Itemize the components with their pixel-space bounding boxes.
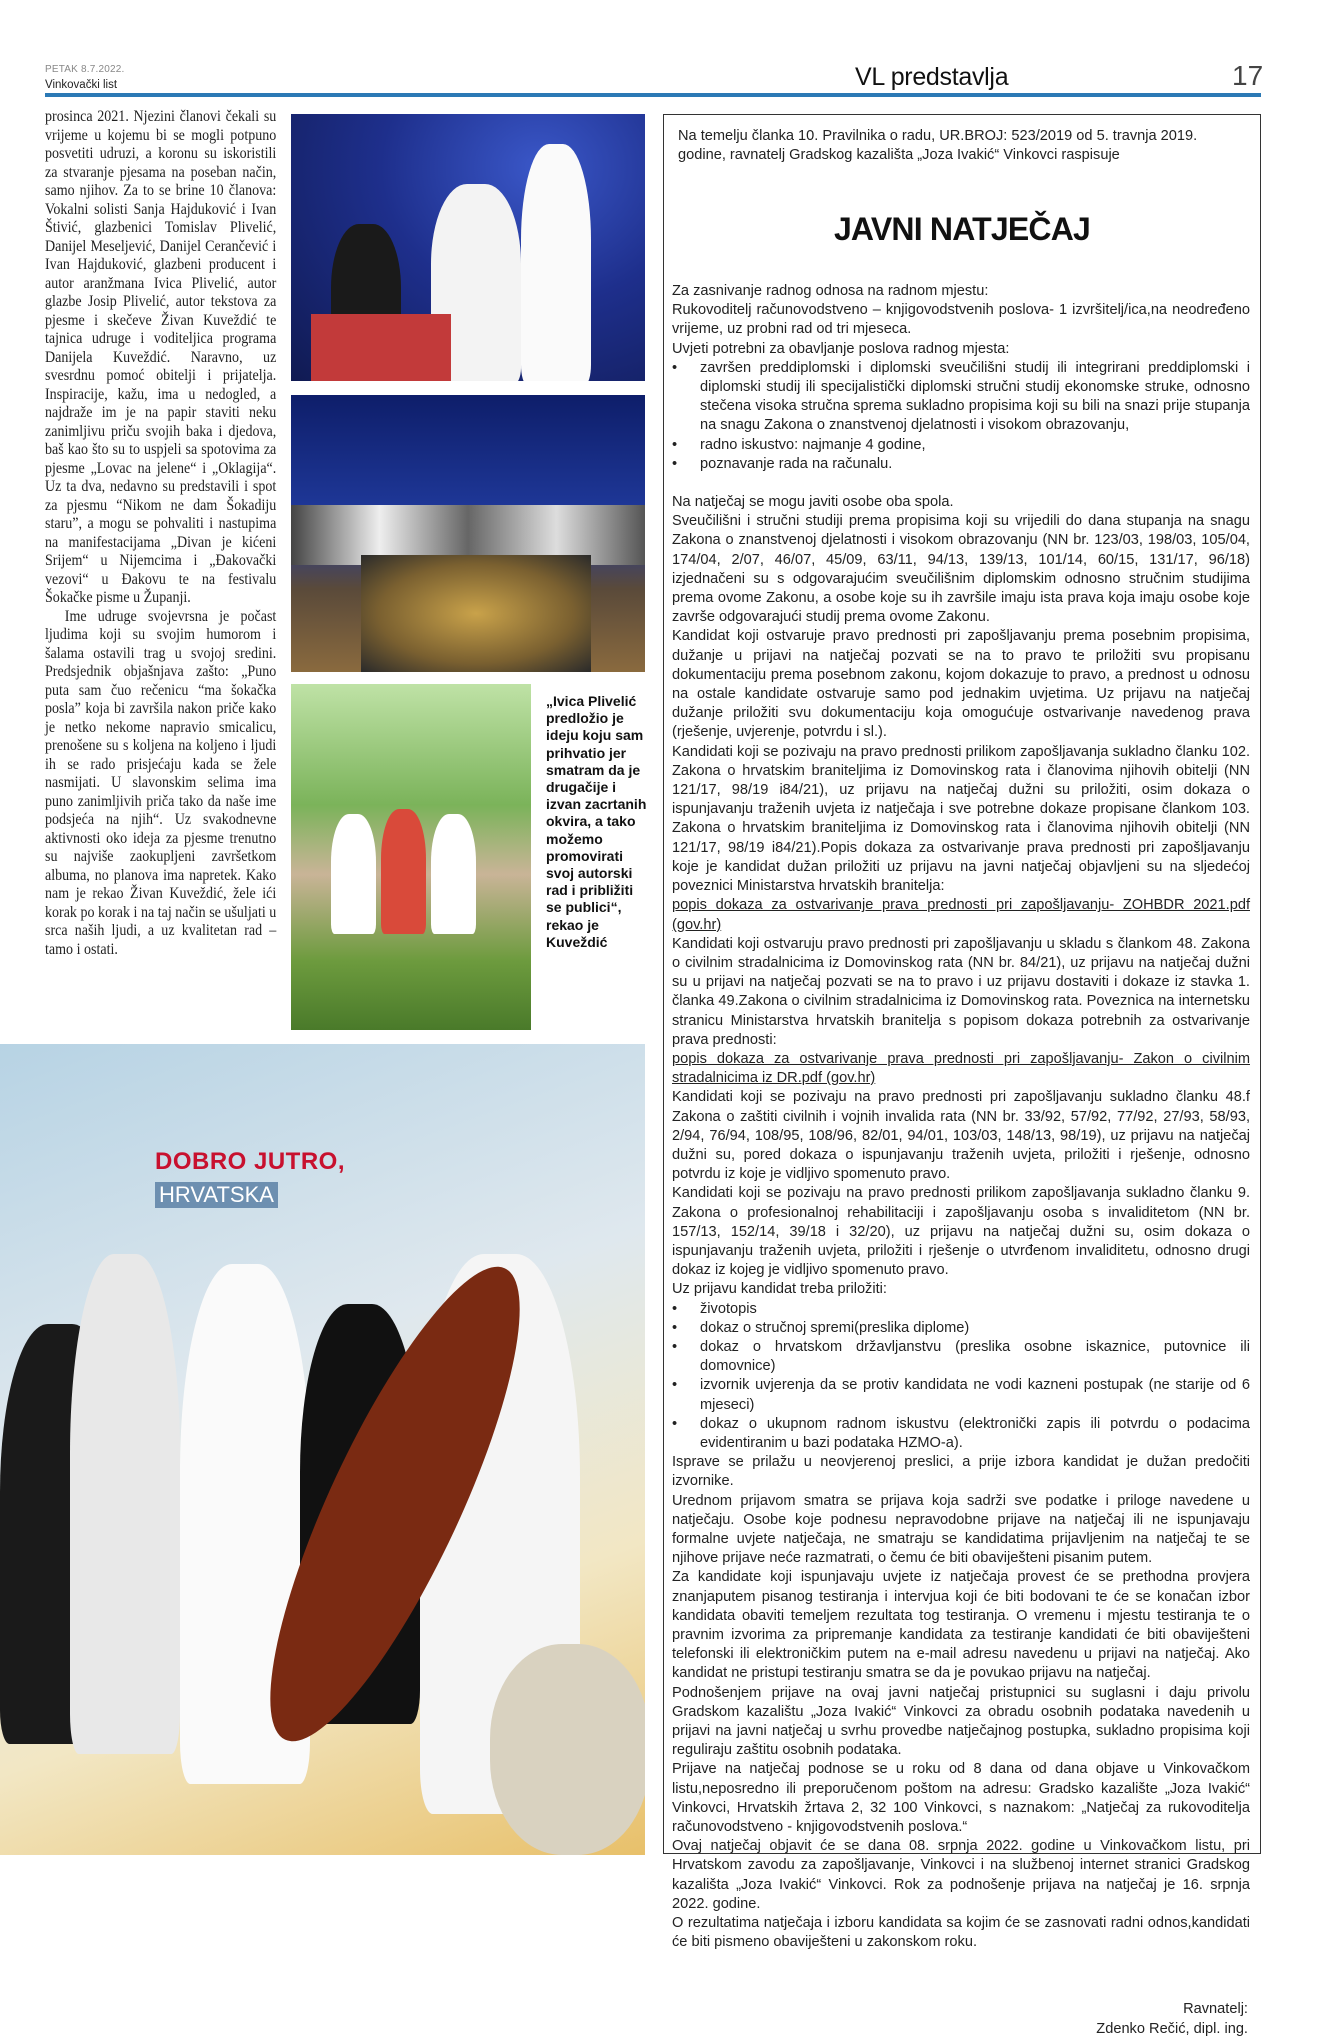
tv-show-logo: DOBRO JUTRO, — [155, 1148, 346, 1175]
link-zohbdr-pdf[interactable]: popis dokaza za ostvarivanje prava prednosti pri zapošljavanju- ZOHBDR 2021.pdf (gov.hr) — [672, 897, 1250, 933]
list-item: • izvornik uvjerenja da se protiv kandidata ne vodi kazneni postupak (ne starije od 6 mjeseci) — [672, 1376, 1250, 1414]
notice-paragraph: O rezultatima natječaja i izboru kandidata sa kojim će se zasnovati radni odnos,kandidati će biti pismeno obaviješteni u zakonskom roku. — [672, 1915, 1250, 1951]
list-item: • dokaz o hrvatskom državljanstvu (preslika osobne iskaznice, putovnice ili domovnice) — [672, 1338, 1250, 1376]
notice-paragraph: Uz prijavu kandidat treba priložiti: — [672, 1281, 887, 1298]
article-paragraph: Ime udruge svojevrsna je počast ljudima koji su svojim humorom i šalama ostavili trag u svojoj sredini. Predsjednik objašnjava zašto: „Puno puta sam čuo rečenicu “ma šokačka posla” koja bi završila nakon priče kako je netko nekome napravio smicalicu, prenošene su s koljena na koljeno i ljudi ih se rado prisjećaju kada se žele nasmijati. U slavonskim selima ima puno zanimljivih priča tako da naše ime podsjeća na njih“. Uz svakodnevne aktivnosti oko ideja za pjesme trenutno su najviše zaokupljeni završetkom albuma, no planova ima napretek. Kako nam je rekao Živan Kuveždić, žele ići korak po korak i na taj način se ušuljati u srca naših ljudi, a uz kvalitetan rad – tamo i ostati. — [45, 607, 277, 958]
conditions-list — [672, 359, 1250, 474]
page-number: 17 — [1232, 60, 1264, 91]
photo-group-on-stage — [291, 395, 645, 672]
notice-paragraph: Isprave se prilažu u neovjerenoj preslici, a prije izbora kandidat je dužan predočiti izvornike. — [672, 1454, 1250, 1490]
list-item: • završen preddiplomski i diplomski sveučilišni studij ili integrirani preddiplomski i diplomski studij ili specijalistički diplomski stručni studij ekonomske struke, odnosno stečena visoka stručna sprema sukladno propisima koji su bili na snazi prije stupanja na snagu Zakona o znanstvenoj djelatnosti i visokom obrazovanju, — [672, 359, 1250, 436]
notice-paragraph: Prijave na natječaj podnose se u roku od 8 dana od dana objave u Vinkovačkom listu,neposredno ili preporučenom poštom na adresu: Gradsko kazalište „Joza Ivakić“ Vinkovci, Hrvatskih žrtava 2, 32 100 Vinkovci, s naznakom: „Natječaj za rukovoditelja računovodstveno - knjigovodstvenih poslova.“ — [672, 1761, 1250, 1836]
link-civilni-stradalnici-pdf[interactable]: popis dokaza za ostvarivanje prava prednosti pri zapošljavanju- Zakon o civilnim stradalnicima iz DR.pdf (gov.hr) — [672, 1050, 1250, 1087]
photo-stage-performance — [291, 114, 645, 381]
notice-paragraph: Urednom prijavom smatra se prijava koja sadrži sve podatke i priloge navedene u natječaju. Osobe koje podnesu nepravodobne prijave na natječaj ili ne ispunjavaju formalne uvjete natječaja, ne smatraju se kandidatima prijavljenim na natječaj te se njihove prijave neće razmatrati, o čemu će biti obaviješteni pisanim putem. — [672, 1492, 1250, 1567]
notice-paragraph: Kandidati koji se pozivaju na pravo prednosti pri zapošljavanju sukladno članku 48.f Zakona o zaštiti civilnih i vojnih invalida rata (NN br. 33/92, 57/92, 77/92, 27/93, 58/93, 2/94, 76/94, 108/95, 108/96, 82/01, 94/01, 103/03, 148/13, 98/19), uz prijavu na natječaj dužni su, pored dokaza o ispunjavanju traženih uvjeta, priložiti i rješenje, odnosno potvrdu iz koje je vidljivo spomenuto pravo. — [672, 1089, 1250, 1183]
photo-women-in-folk-costume — [291, 684, 531, 1030]
signature-block — [672, 2000, 1250, 2039]
notice-paragraph: Na natječaj se mogu javiti osobe oba spola. — [672, 494, 954, 511]
notice-body — [672, 282, 1250, 2039]
notice-paragraph: Rukovoditelj računovodstveno – knjigovodstvenih poslova- 1 izvršitelj/ica,na neodređeno vrijeme, uz probni rad od tri mjeseca. — [672, 302, 1250, 338]
notice-intro: Na temelju članka 10. Pravilnika o radu, UR.BROJ: 523/2019 od 5. travnja 2019. godine, ravnatelj Gradskog kazališta „Joza Ivakić“ Vinkovci raspisuje — [678, 128, 1198, 163]
signature-name: Zdenko Rečić, dipl. ing. — [1096, 2020, 1248, 2037]
notice-paragraph: Za kandidate koji ispunjavaju uvjete iz natječaja provest će se prethodna provjera znanjaputem pisanog testiranja i intervjua koji će biti bodovani te će se konačan izbor kandidata obaviti temeljem rezultata tog testiranja. O vremenu i mjestu testiranja te o pravnim izvorima za pripremanje kandidata za testiranje kandidati će biti obaviješteni telefonski ili elektroničkim putem na e-mail adresu navedenu u prijavi na natječaj. Ako kandidat ne pristupi testiranju smatra se da je povukao prijavu na natječaj. — [672, 1569, 1250, 1682]
header-rule — [45, 93, 1261, 97]
notice-title: JAVNI NATJEČAJ — [833, 211, 1091, 247]
tv-show-logo-sub: HRVATSKA — [155, 1182, 278, 1208]
notice-paragraph: Ovaj natječaj objavit će se dana 08. srpnja 2022. godine u Vinkovačkom listu, pri Hrvatskom zavodu za zapošljavanje, Vinkovci i na službenoj internet stranici Gradskog kazališta „Joza Ivakić“ Vinkovci. Rok za podnošenje prijava na natječaj je 16. srpnja 2022. godine. — [672, 1838, 1250, 1912]
notice-paragraph: Podnošenjem prijave na ovaj javni natječaj pristupnici su suglasni i daju privolu Gradskom kazalištu „Joza Ivakić“ Vinkovci za obradu osobnih podataka navedenih u prijavi na javni natječaj u svrhu provedbe natječajnog postupka, sukladno propisima koji reguliraju zaštitu osobnih podataka. — [672, 1684, 1250, 1759]
newspaper-name: Vinkovački list — [45, 79, 118, 91]
notice-paragraph: Za zasnivanje radnog odnosa na radnom mjestu: — [672, 283, 989, 299]
list-item: • životopis — [672, 1300, 1250, 1319]
list-item: • radno iskustvo: najmanje 4 godine, — [672, 436, 1250, 455]
notice-paragraph: Kandidat koji ostvaruje pravo prednosti pri zapošljavanju prema posebnim propisima, dužanje u prijavi na natječaj pozvati se na to pravo te priložiti svu propisanu dokumentaciju prema posebnom zakonu, kojom dokazuje to pravo, a prednost u odnosu na ostale kandidate ostvaruje samo pod jednakim uvjetima. Uz prijavu na natječaj dužanje priložiti svu dokumentaciju koja omogućuje ostvarivanje navedenog prava (rješenje, uvjerenje, potvrdu i sl.). — [672, 628, 1250, 741]
notice-paragraph: Kandidati koji ostvaruju pravo prednosti pri zapošljavanju u skladu s člankom 48. Zakona o civilnim stradalnicima iz Domovinskog rata (NN br. 84/21), uz prijavu na natječaj dužni su u prijavi na natječaj pozvati se na to pravo i uz prijavu dostaviti i dokaze iz stavka 1. članka 49.Zakona o civilnim stradalnicima iz Domovinskog rata. Poveznica na internetsku stranicu Ministarstva hrvatskih branitelja s popisom dokaza potrebnih za ostvarivanje prava prednosti: — [672, 935, 1250, 1048]
signature-role: Ravnatelj: — [1183, 2001, 1248, 2018]
notice-paragraph: Kandidati koji se pozivaju na pravo prednosti prilikom zapošljavanja sukladno članku 102. Zakona o hrvatskim braniteljima iz Domovinskog rata i članovima njihovih obitelji (NN 121/17, 98/19 i84/21), uz prijavu na natječaj dužni su priložiti, osim dokaza o ispunjavanju traženih uvjeta iz natječaja i sve potrebne dokaze propisane člankom 103. Zakona o hrvatskim braniteljima iz Domovinskog rata i članovima njihovih obitelji (NN 121/17, 98/19 i84/21).Popis dokaza za ostvarivanje prava prednosti pri zapošljavanju koje je kandidat dužan priložiti uz prijavu na javni natječaj objavljeni su na sljedećoj poveznici Ministarstva hrvatskih branitelja: — [672, 743, 1250, 895]
documents-list — [672, 1300, 1250, 1454]
pull-quote: „Ivica Plivelić predložio je ideju koju sam prihvatio jer smatram da je drugačije i izvan zacrtanih okvira, a tako možemo promovirati svoj autorski rad i približiti se publici“, rekao je Kuveždić — [546, 693, 647, 950]
notice-paragraph: Uvjeti potrebni za obavljanje poslova radnog mjesta: — [672, 340, 1010, 357]
article-text-column — [45, 108, 276, 959]
section-title: VL predstavlja — [855, 63, 1009, 91]
list-item: • dokaz o stručnoj spremi(preslika diplome) — [672, 1319, 1250, 1338]
job-notice-box — [663, 114, 1261, 2037]
notice-paragraph: Sveučilišni i stručni studiji prema propisima koji su vrijedili do dana stupanja na snagu Zakona o znanstvenoj djelatnosti i visokom obrazovanju (NN br. 123/03, 198/03, 105/04, 174/04, 2/07, 46/07, 45/09, 63/11, 94/13, 139/13, 101/14, 60/15, 131/17, 96/18) izjednačeni su s odgovarajućim sveučilišnim diplomskim odnosno stručnim studijima prema ovome Zakonu, a osobe koje su ih završile imaju ista prava koja imaju osobe koje završe odgovarajući studij prema ovome Zakonu. — [672, 513, 1250, 626]
notice-paragraph: Kandidati koji se pozivaju na pravo prednosti prilikom zapošljavanja sukladno članku 9. Zakona o profesionalnoj rehabilitaciji i zapošljavanju osoba s invaliditetom (NN br. 157/13, 152/14, 39/18 i 32/20), uz prijavu na natječaj dužni su, osim dokaza o ispunjavanju traženih uvjeta, priložiti i rješenje o utvrđenom invaliditetu, odnosno drugi dokaz iz kojeg je vidljivo spomenuto pravo. — [672, 1185, 1250, 1279]
article-paragraph: prosinca 2021. Njezini članovi čekali su vrijeme u kojemu bi se mogli potpuno posvetiti udruzi, a koronu su iskoristili za stvaranje pjesama na poseban način, samo njihov. Za to se brine 10 članova: Vokalni solisti Sanja Hajduković i Ivan Štivić, glazbenici Tomislav Plivelić, Danijel Meseljević, Danijel Cerančević i Ivan Hajduković, glazbeni producent i autor aranžmana Ivica Plivelić, autor glazbe Josip Plivelić, autor tekstova za pjesme i skečeve Živan Kuveždić te tajnica udruge i voditeljica programa Danijela Kuveždić. Naravno, uz svesrdnu pomoć obitelji i prijatelja. Inspiracije, kažu, ima u nedogled, a najdraže im je na papir staviti neku zanimljivu priču svojih baka i djedova, baš kao što su to uspjeli sa spotovima za pjesme „Lovac na jelene“ i „Oklagija“. Uz ta dva, nedavno su predstavili i spot za pjesmu “Nikom ne dam Šokadiju staru”, a mogu se pohvaliti i nastupima na manifestacijama „Divan je kićeni Srijem“ u Nijemcima i „Đakovački vezovi“ u Đakovu te na festivalu Šokačke pisme u Županji. — [45, 108, 277, 606]
list-item: • poznavanje rada na računalu. — [672, 455, 1250, 474]
issue-date: PETAK 8.7.2022. — [45, 64, 125, 75]
photo-tv-studio-group — [0, 1044, 645, 1855]
list-item: • dokaz o ukupnom radnom iskustvu (elektronički zapis ili potvrdu o podacima evidentiranim u bazi podataka HZMO-a). — [672, 1415, 1250, 1453]
